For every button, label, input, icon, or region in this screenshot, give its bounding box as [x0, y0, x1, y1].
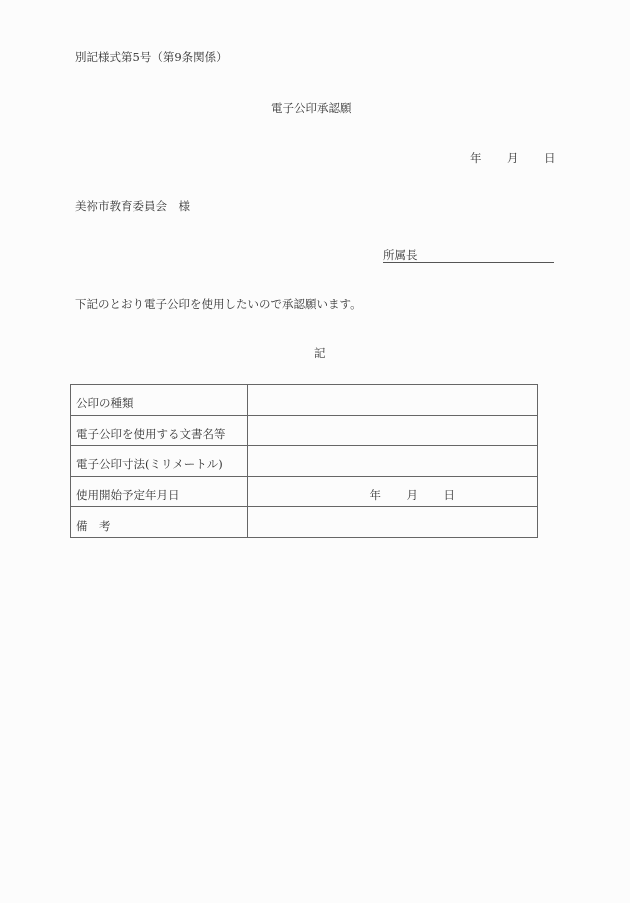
table-row	[71, 476, 538, 507]
document-title: 電子公印承認願	[271, 101, 352, 115]
row-label: 備 考	[71, 507, 248, 538]
ki-heading: 記	[314, 346, 326, 360]
date-month: 月	[507, 151, 519, 165]
start-date-day: 日	[443, 488, 456, 503]
date-day: 日	[544, 151, 556, 165]
table-row	[71, 415, 538, 446]
table-row	[71, 385, 538, 416]
row-label: 使用開始予定年月日	[71, 476, 248, 507]
body-text: 下記のとおり電子公印を使用したいので承認願います。	[75, 297, 362, 311]
start-date-year: 年	[369, 488, 382, 503]
row-value-start-date	[247, 476, 537, 507]
row-label: 電子公印寸法(ミリメートル)	[71, 446, 248, 477]
signer-label: 所属長	[383, 248, 418, 262]
table-row	[71, 446, 538, 477]
row-label: 公印の種類	[71, 385, 248, 416]
signer-line	[383, 248, 554, 263]
row-label: 電子公印を使用する文書名等	[71, 415, 248, 446]
start-date-month: 月	[406, 488, 419, 503]
table-row	[71, 507, 538, 538]
row-value-seal-size	[247, 446, 537, 477]
row-value-document-name	[247, 415, 537, 446]
row-value-remarks	[247, 507, 537, 538]
date-year: 年	[470, 151, 482, 165]
row-value-seal-type	[247, 385, 537, 416]
form-number: 別記様式第5号（第9条関係）	[75, 50, 228, 64]
details-table	[70, 384, 538, 538]
recipient: 美祢市教育委員会 様	[75, 199, 190, 213]
application-date	[470, 151, 556, 165]
